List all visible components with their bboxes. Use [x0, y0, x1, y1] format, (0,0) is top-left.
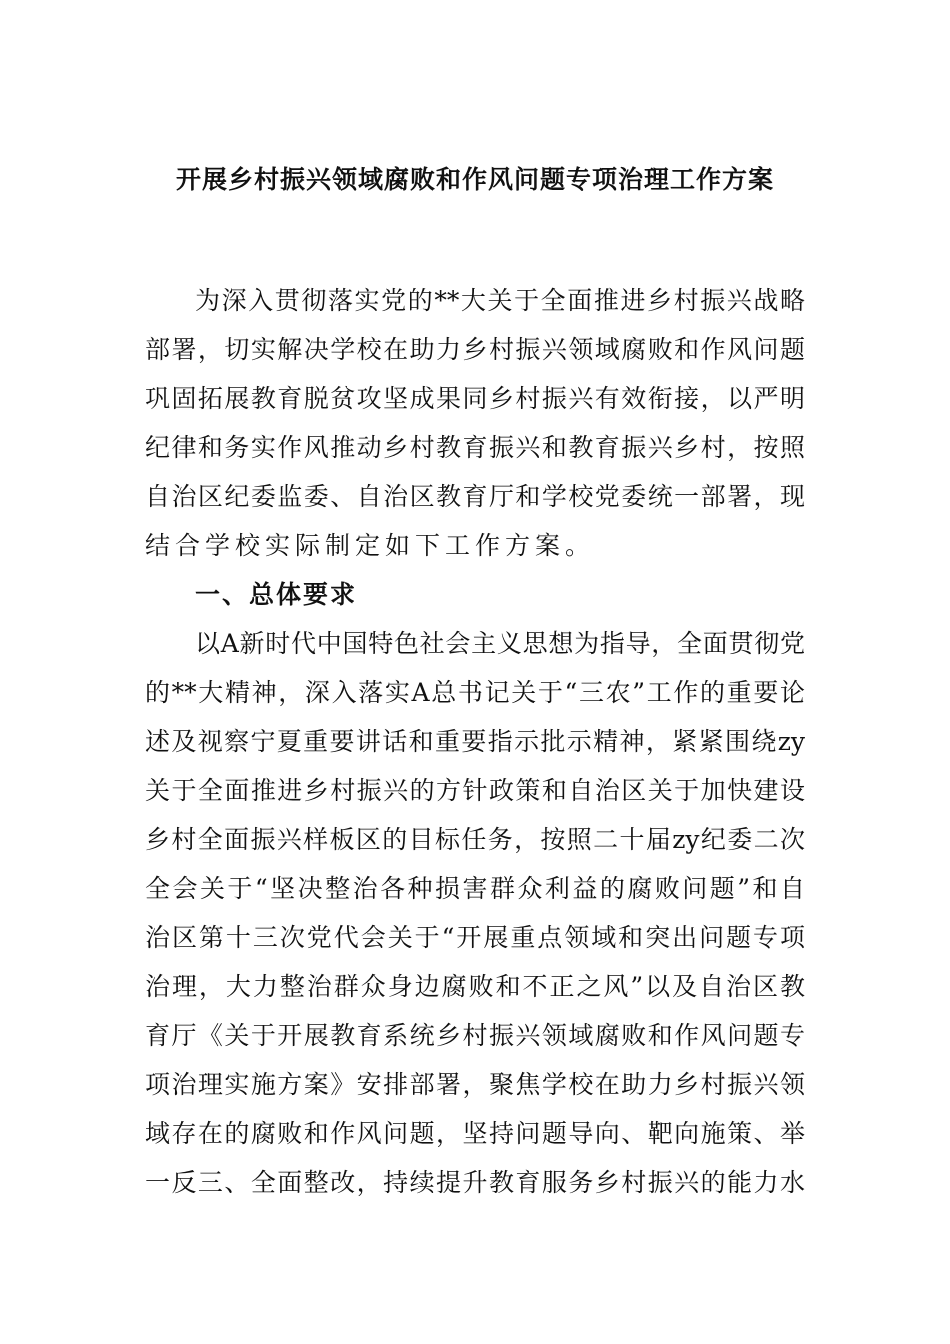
paragraph-line: 治理，大力整治群众身边腐败和不正之风”以及自治区教	[145, 972, 805, 1001]
section1-paragraph	[145, 619, 805, 1207]
paragraph-line: 纪律和务实作风推动乡村教育振兴和教育振兴乡村，按照	[145, 433, 805, 462]
paragraph-line: 述及视察宁夏重要讲话和重要指示批示精神，紧紧围绕zy	[145, 727, 805, 756]
paragraph-line: 巩固拓展教育脱贫攻坚成果同乡村振兴有效衔接，以严明	[145, 384, 805, 413]
paragraph-line: 关于全面推进乡村振兴的方针政策和自治区关于加快建设	[145, 776, 805, 805]
paragraph-line: 为深入贯彻落实党的**大关于全面推进乡村振兴战略	[195, 286, 805, 315]
paragraph-line: 育厅《关于开展教育系统乡村振兴领域腐败和作风问题专	[145, 1021, 805, 1050]
document-title: 开展乡村振兴领域腐败和作风问题专项治理工作方案	[175, 165, 774, 194]
paragraph-line: 项治理实施方案》安排部署，聚焦学校在助力乡村振兴领	[145, 1070, 805, 1099]
paragraph-line: 域存在的腐败和作风问题，坚持问题导向、靶向施策、举	[145, 1119, 805, 1148]
paragraph-line: 结合学校实际制定如下工作方案。	[145, 531, 596, 560]
paragraph-line: 乡村全面振兴样板区的目标任务，按照二十届zy纪委二次	[145, 825, 805, 854]
paragraph-line: 自治区纪委监委、自治区教育厅和学校党委统一部署，现	[145, 482, 805, 511]
paragraph-line: 治区第十三次党代会关于“开展重点领域和突出问题专项	[145, 923, 805, 952]
section-heading: 一、总体要求	[195, 580, 358, 609]
document-body	[145, 276, 805, 1207]
intro-paragraph	[145, 276, 805, 570]
paragraph-line: 部署，切实解决学校在助力乡村振兴领域腐败和作风问题	[145, 335, 805, 364]
paragraph-line: 全会关于“坚决整治各种损害群众利益的腐败问题”和自	[145, 874, 805, 903]
paragraph-line: 以A新时代中国特色社会主义思想为指导，全面贯彻党	[195, 629, 805, 658]
paragraph-line: 一反三、全面整改，持续提升教育服务乡村振兴的能力水	[145, 1168, 805, 1197]
paragraph-line: 的**大精神，深入落实A总书记关于“三农”工作的重要论	[145, 678, 805, 707]
